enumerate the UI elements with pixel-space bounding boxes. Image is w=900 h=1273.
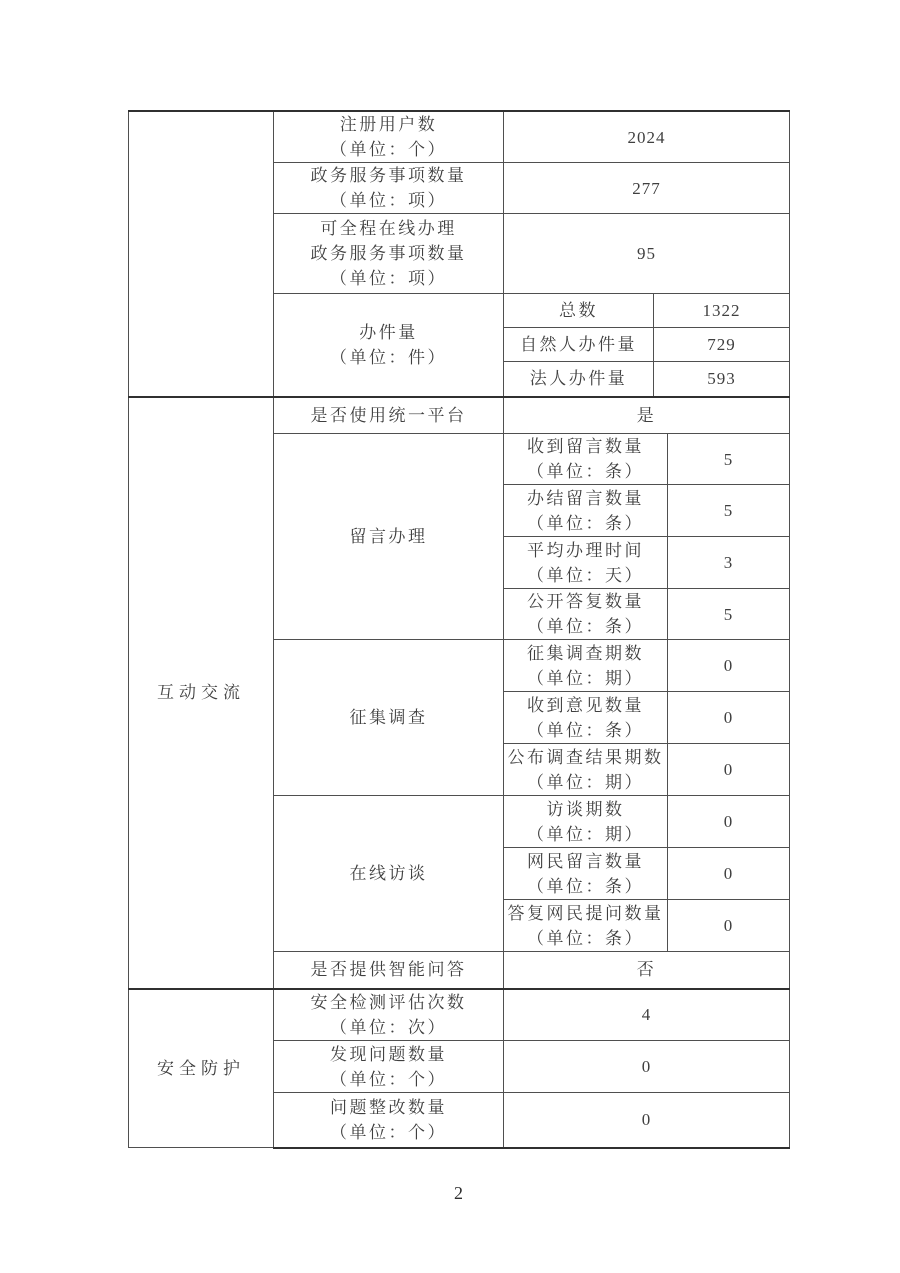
submetric-label-cell	[504, 692, 668, 744]
submetric-unit: （单位：条）	[527, 720, 644, 740]
submetric-unit: （单位：期）	[527, 772, 644, 792]
submetric-label-cell	[504, 434, 668, 485]
submetric-value: 1322	[654, 294, 790, 328]
metric-label-cell-message-handling: 留言办理	[274, 434, 504, 640]
submetric-label-cell	[504, 589, 668, 640]
annual-report-table	[128, 110, 790, 1149]
submetric-value: 3	[668, 537, 790, 589]
submetric-label-cell	[504, 796, 668, 848]
submetric-label: 访谈期数	[546, 799, 625, 819]
metric-label-cell	[274, 214, 504, 294]
submetric-value: 5	[668, 434, 790, 485]
metric-unit: （单位：个）	[330, 140, 447, 159]
submetric-unit: （单位：期）	[527, 824, 644, 844]
metric-unit: （单位：个）	[330, 1122, 447, 1142]
submetric-label: 总数	[504, 294, 654, 328]
submetric-value: 0	[668, 796, 790, 848]
metric-label: 发现问题数量	[330, 1044, 447, 1064]
metric-label-cell	[274, 1093, 504, 1148]
submetric-label: 征集调查期数	[527, 643, 644, 663]
metric-label-cell-survey: 征集调查	[274, 640, 504, 796]
metric-unit: （单位：个）	[330, 1069, 447, 1089]
submetric-value: 0	[668, 900, 790, 952]
submetric-label: 公布调查结果期数	[507, 747, 664, 767]
submetric-value: 5	[668, 485, 790, 537]
page-number: 2	[454, 1183, 463, 1203]
submetric-label: 答复网民提问数量	[507, 903, 664, 923]
metric-value: 0	[504, 1041, 790, 1093]
metric-label-cell-case-volume	[274, 294, 504, 397]
group-cell-empty	[129, 111, 274, 397]
submetric-label: 办结留言数量	[527, 488, 644, 508]
group-cell-interaction: 互动交流	[129, 397, 274, 989]
submetric-value: 5	[668, 589, 790, 640]
table-row	[129, 397, 790, 434]
submetric-label-cell	[504, 537, 668, 589]
submetric-label-cell	[504, 485, 668, 537]
metric-value: 否	[504, 952, 790, 989]
submetric-label: 网民留言数量	[527, 851, 644, 871]
submetric-unit: （单位：条）	[527, 462, 644, 481]
group-cell-security: 安全防护	[129, 989, 274, 1148]
submetric-label: 收到意见数量	[527, 695, 644, 715]
metric-label: 办件量	[359, 322, 418, 342]
metric-label: 问题整改数量	[330, 1097, 447, 1117]
metric-unit: （单位：项）	[330, 191, 447, 210]
submetric-label-cell	[504, 640, 668, 692]
metric-label-cell	[274, 111, 504, 163]
metric-value: 2024	[504, 111, 790, 163]
submetric-label: 公开答复数量	[527, 592, 644, 611]
table-row	[129, 989, 790, 1041]
submetric-value: 0	[668, 640, 790, 692]
table-row	[129, 111, 790, 163]
metric-value: 95	[504, 214, 790, 294]
submetric-value: 593	[654, 362, 790, 397]
submetric-unit: （单位：期）	[527, 668, 644, 688]
metric-label: 安全检测评估次数	[310, 992, 467, 1012]
submetric-label-cell	[504, 744, 668, 796]
submetric-label: 平均办理时间	[527, 540, 644, 560]
metric-value: 是	[504, 397, 790, 434]
submetric-unit: （单位：天）	[527, 565, 644, 585]
submetric-label: 法人办件量	[504, 362, 654, 397]
metric-label-cell	[274, 989, 504, 1041]
metric-value: 0	[504, 1093, 790, 1148]
submetric-label-cell	[504, 900, 668, 952]
submetric-unit: （单位：条）	[527, 513, 644, 533]
metric-label: 政务服务事项数量	[310, 166, 467, 185]
submetric-value: 729	[654, 328, 790, 362]
metric-label: 可全程在线办理	[320, 219, 457, 238]
submetric-value: 0	[668, 848, 790, 900]
metric-label-cell	[274, 1041, 504, 1093]
submetric-unit: （单位：条）	[527, 928, 644, 948]
metric-value: 277	[504, 163, 790, 214]
submetric-unit: （单位：条）	[527, 617, 644, 636]
submetric-unit: （单位：条）	[527, 876, 644, 896]
metric-label-cell-online-interview: 在线访谈	[274, 796, 504, 952]
metric-label: 注册用户数	[339, 115, 438, 134]
metric-value: 4	[504, 989, 790, 1041]
metric-label: 是否提供智能问答	[274, 952, 504, 989]
submetric-value: 0	[668, 744, 790, 796]
metric-label: 是否使用统一平台	[274, 397, 504, 434]
submetric-label-cell	[504, 848, 668, 900]
submetric-label: 收到留言数量	[527, 437, 644, 456]
submetric-value: 0	[668, 692, 790, 744]
metric-unit: （单位：项）	[330, 269, 447, 288]
metric-unit: （单位：次）	[330, 1017, 447, 1037]
submetric-label: 自然人办件量	[504, 328, 654, 362]
metric-unit: （单位：件）	[330, 347, 447, 367]
metric-label-cell	[274, 163, 504, 214]
metric-label: 政务服务事项数量	[310, 244, 467, 263]
